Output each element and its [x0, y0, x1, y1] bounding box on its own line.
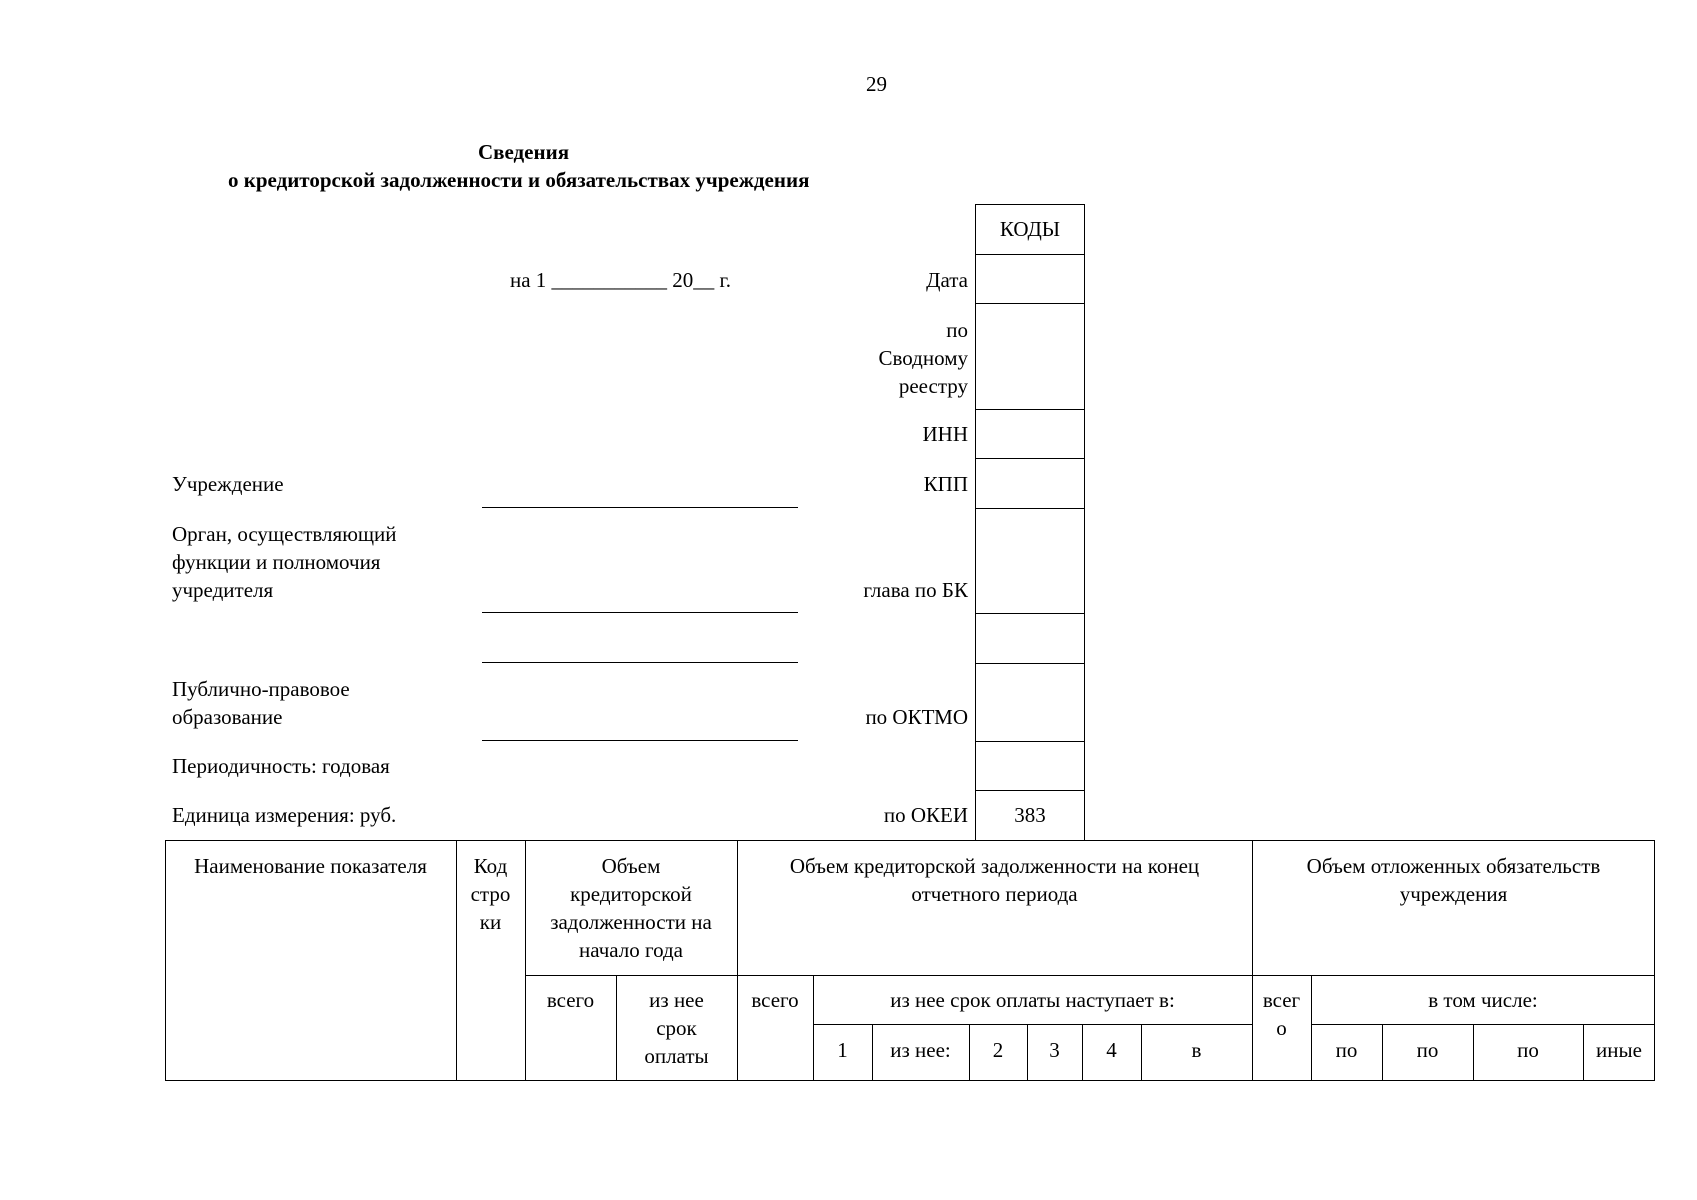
- th-begin-2: кредиторской: [570, 882, 692, 906]
- th-begin-due-2: срок: [656, 1016, 697, 1040]
- document-title: Сведения: [478, 140, 570, 164]
- th-def-total-2: о: [1276, 1016, 1287, 1040]
- report-date-line: на 1 ___________ 20__ г.: [510, 268, 732, 292]
- label-registry-1: по: [946, 318, 968, 342]
- th-end-1: Объем кредиторской задолженности на конец: [789, 854, 1200, 878]
- th-begin-1: Объем: [601, 854, 661, 878]
- institution-underline: [482, 507, 798, 508]
- th-row-code-2: стро: [470, 882, 511, 906]
- label-oktmo: по ОКТМО: [865, 705, 968, 729]
- label-chapter-bk: глава по БК: [863, 578, 968, 602]
- document-subtitle: о кредиторской задолженности и обязательствах учреждения: [228, 168, 810, 192]
- founder-underline: [482, 612, 798, 613]
- label-registry-3: реестру: [898, 374, 968, 398]
- label-public-entity-1: Публично-правовое: [172, 677, 350, 701]
- codes-header: КОДЫ: [999, 217, 1061, 241]
- label-unit: Единица измерения: руб.: [172, 803, 397, 827]
- label-founder-3: учредителя: [172, 578, 274, 602]
- label-founder-1: Орган, осуществляющий: [172, 522, 397, 546]
- codes-column: [975, 204, 1085, 841]
- label-periodicity: Периодичность: годовая: [172, 754, 390, 778]
- th-begin-4: начало года: [578, 938, 683, 962]
- public-entity-underline: [482, 740, 798, 741]
- th-end-sub-6: в: [1191, 1038, 1202, 1062]
- th-def-total-1: всег: [1262, 988, 1301, 1012]
- label-founder-2: функции и полномочия: [172, 550, 381, 574]
- extra-underline: [482, 662, 798, 663]
- th-indicator-name: Наименование показателя: [194, 854, 427, 878]
- th-end-sub-3: 2: [992, 1038, 1004, 1062]
- th-def-including: в том числе:: [1428, 988, 1538, 1012]
- th-end-sub-5: 4: [1106, 1038, 1117, 1062]
- th-def-sub-1: по: [1335, 1038, 1358, 1062]
- label-public-entity-2: образование: [172, 705, 283, 729]
- page-number: 29: [866, 72, 887, 96]
- th-deferred-2: учреждения: [1399, 882, 1508, 906]
- th-def-sub-2: по: [1416, 1038, 1439, 1062]
- okei-code-value: 383: [1014, 803, 1046, 827]
- th-begin-3: задолженности на: [550, 910, 712, 934]
- th-begin-due-1: из нее: [649, 988, 704, 1012]
- label-registry-2: Сводному: [878, 346, 968, 370]
- th-end-2: отчетного периода: [911, 882, 1078, 906]
- th-end-sub-1: 1: [837, 1038, 848, 1062]
- th-row-code-3: ки: [479, 910, 502, 934]
- th-def-sub-3: по: [1517, 1038, 1539, 1062]
- th-end-sub-4: 3: [1049, 1038, 1060, 1062]
- th-begin-total: всего: [546, 988, 595, 1012]
- th-end-sub-2: из нее:: [890, 1038, 951, 1062]
- th-row-code-1: Код: [473, 854, 508, 878]
- th-deferred-1: Объем отложенных обязательств: [1306, 854, 1601, 878]
- label-inn: ИНН: [922, 422, 968, 446]
- label-date: Дата: [926, 268, 968, 292]
- label-institution: Учреждение: [172, 472, 284, 496]
- th-begin-due-3: оплаты: [644, 1044, 709, 1068]
- th-end-due: из нее срок оплаты наступает в:: [890, 988, 1175, 1012]
- th-end-total: всего: [751, 988, 799, 1012]
- label-kpp: КПП: [923, 472, 968, 496]
- th-def-sub-4: иные: [1596, 1038, 1642, 1062]
- label-okei: по ОКЕИ: [883, 803, 968, 827]
